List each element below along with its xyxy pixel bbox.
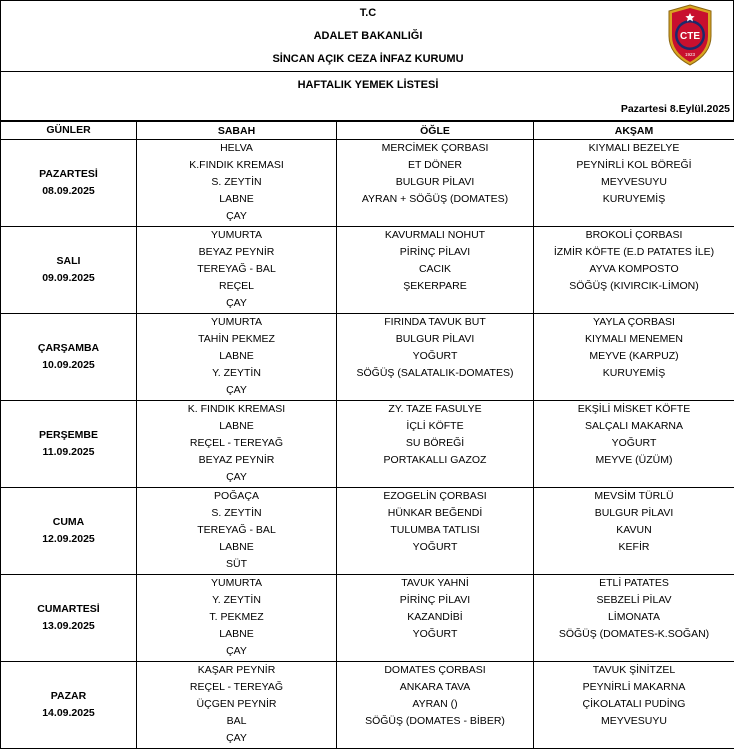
menu-item: SEBZELİ PİLAV [534,592,734,609]
menu-item: AYRAN () [337,696,533,713]
table-row [1,575,734,662]
menu-item: SALÇALI MAKARNA [534,418,734,435]
menu-item: FIRINDA TAVUK BUT [337,314,533,331]
menu-item: ÇAY [137,469,336,486]
lunch-cell [337,227,534,314]
menu-item: MEYVE (KARPUZ) [534,348,734,365]
table-row [1,488,734,575]
lunch-cell [337,140,534,227]
menu-item: İZMİR KÖFTE (E.D PATATES İLE) [534,244,734,261]
menu-item: TULUMBA TATLISI [337,522,533,539]
institution-logo [667,4,713,66]
column-header-lunch: ÖĞLE [337,122,534,140]
menu-item: T. PEKMEZ [137,609,336,626]
menu-item: SÖĞÜŞ (DOMATES - BİBER) [337,713,533,730]
menu-item: KAZANDİBİ [337,609,533,626]
breakfast-cell [137,488,337,575]
menu-item: HELVA [137,140,336,157]
weekly-menu-table [0,121,734,749]
day-date: 09.09.2025 [1,270,136,287]
menu-item: BEYAZ PEYNİR [137,452,336,469]
breakfast-cell [137,662,337,749]
day-cell [1,488,137,575]
menu-item: PİRİNÇ PİLAVI [337,592,533,609]
menu-item: ÇAY [137,730,336,747]
menu-item: DOMATES ÇORBASI [337,662,533,679]
lunch-cell [337,401,534,488]
lunch-cell [337,575,534,662]
menu-item: POĞAÇA [137,488,336,505]
menu-item: YUMURTA [137,575,336,592]
menu-item: PEYNİRLİ MAKARNA [534,679,734,696]
menu-item: TAVUK YAHNİ [337,575,533,592]
dinner-cell [534,401,734,488]
menu-item: BULGUR PİLAVI [534,505,734,522]
dinner-cell [534,140,734,227]
header-institution: SİNCAN AÇIK CEZA İNFAZ KURUMU [1,53,734,65]
header-country: T.C [1,7,734,19]
day-name: CUMA [1,514,136,531]
menu-item: SÜT [137,556,336,573]
header-ministry: ADALET BAKANLIĞI [1,30,734,42]
menu-item: PEYNİRLİ KOL BÖREĞİ [534,157,734,174]
dinner-cell [534,314,734,401]
menu-item: HÜNKAR BEĞENDİ [337,505,533,522]
menu-item: Y. ZEYTİN [137,365,336,382]
day-date: 10.09.2025 [1,357,136,374]
menu-item: AYRAN + SÖĞÜŞ (DOMATES) [337,191,533,208]
menu-item: ÇAY [137,382,336,399]
menu-item: MEYVESUYU [534,713,734,730]
menu-item: K. FINDIK KREMASI [137,401,336,418]
menu-item: BROKOLİ ÇORBASI [534,227,734,244]
menu-item: SU BÖREĞİ [337,435,533,452]
breakfast-cell [137,401,337,488]
column-header-breakfast: SABAH [137,122,337,140]
day-name: CUMARTESİ [1,601,136,618]
menu-item: KAVUN [534,522,734,539]
menu-item: SÖĞÜŞ (DOMATES-K.SOĞAN) [534,626,734,643]
table-row [1,662,734,749]
day-cell [1,401,137,488]
menu-item: SÖĞÜŞ (SALATALIK-DOMATES) [337,365,533,382]
day-name: ÇARŞAMBA [1,340,136,357]
table-row [1,227,734,314]
menu-item: REÇEL - TEREYAĞ [137,435,336,452]
day-name: SALI [1,253,136,270]
menu-item: KIYMALI MENEMEN [534,331,734,348]
column-header-days: GÜNLER [1,122,137,140]
table-row [1,401,734,488]
menu-item: BULGUR PİLAVI [337,174,533,191]
menu-item: SÖĞÜŞ (KIVIRCIK-LİMON) [534,278,734,295]
dinner-cell [534,488,734,575]
menu-item: YOĞURT [337,348,533,365]
breakfast-cell [137,140,337,227]
dinner-cell [534,227,734,314]
menu-item: ANKARA TAVA [337,679,533,696]
menu-item: MEYVE (ÜZÜM) [534,452,734,469]
list-title: HAFTALIK YEMEK LİSTESİ [1,79,734,91]
lunch-cell [337,488,534,575]
menu-item: S. ZEYTİN [137,505,336,522]
menu-item: YOĞURT [337,539,533,556]
breakfast-cell [137,575,337,662]
menu-item: K.FINDIK KREMASI [137,157,336,174]
menu-item: ÇAY [137,643,336,660]
menu-item: YAYLA ÇORBASI [534,314,734,331]
menu-item: PİRİNÇ PİLAVI [337,244,533,261]
menu-item: ÇİKOLATALI PUDİNG [534,696,734,713]
day-name: PAZARTESİ [1,166,136,183]
menu-body [1,140,734,749]
menu-item: REÇEL [137,278,336,295]
dinner-cell [534,575,734,662]
menu-item: TEREYAĞ - BAL [137,261,336,278]
menu-item: REÇEL - TEREYAĞ [137,679,336,696]
menu-item: MERCİMEK ÇORBASI [337,140,533,157]
day-date: 13.09.2025 [1,618,136,635]
menu-item: MEYVESUYU [534,174,734,191]
day-date: 12.09.2025 [1,531,136,548]
menu-item: ÇAY [137,295,336,312]
menu-item: KURUYEMİŞ [534,365,734,382]
menu-item: ETLİ PATATES [534,575,734,592]
date-stamp: Pazartesi 8.Eylül.2025 [621,103,730,115]
menu-item: EKŞİLİ MİSKET KÖFTE [534,401,734,418]
day-name: PERŞEMBE [1,427,136,444]
day-date: 08.09.2025 [1,183,136,200]
logo-letters: CTE [680,31,700,42]
menu-item: TAVUK ŞİNİTZEL [534,662,734,679]
menu-item: YOĞURT [337,626,533,643]
menu-item: AYVA KOMPOSTO [534,261,734,278]
menu-item: ÇAY [137,208,336,225]
day-cell [1,662,137,749]
menu-item: BEYAZ PEYNİR [137,244,336,261]
menu-item: KAŞAR PEYNİR [137,662,336,679]
title-bar [0,71,734,121]
menu-item: MEVSİM TÜRLÜ [534,488,734,505]
menu-item: CACIK [337,261,533,278]
breakfast-cell [137,314,337,401]
table-row [1,314,734,401]
menu-item: LABNE [137,539,336,556]
menu-item: YUMURTA [137,314,336,331]
day-name: PAZAR [1,688,136,705]
table-header-row [1,122,734,140]
day-cell [1,227,137,314]
column-header-dinner: AKŞAM [534,122,734,140]
menu-item: LABNE [137,191,336,208]
menu-item: PORTAKALLI GAZOZ [337,452,533,469]
table-row [1,140,734,227]
day-cell [1,575,137,662]
menu-item: LABNE [137,418,336,435]
day-cell [1,140,137,227]
menu-item: KEFİR [534,539,734,556]
day-date: 14.09.2025 [1,705,136,722]
menu-item: LABNE [137,626,336,643]
day-cell [1,314,137,401]
menu-item: KURUYEMİŞ [534,191,734,208]
menu-item: TEREYAĞ - BAL [137,522,336,539]
dinner-cell [534,662,734,749]
menu-item: EZOGELİN ÇORBASI [337,488,533,505]
menu-item: YOĞURT [534,435,734,452]
menu-item: TAHİN PEKMEZ [137,331,336,348]
menu-item: ZY. TAZE FASULYE [337,401,533,418]
day-date: 11.09.2025 [1,444,136,461]
menu-item: LABNE [137,348,336,365]
menu-item: ÜÇGEN PEYNİR [137,696,336,713]
lunch-cell [337,662,534,749]
menu-item: LİMONATA [534,609,734,626]
menu-item: YUMURTA [137,227,336,244]
menu-item: S. ZEYTİN [137,174,336,191]
lunch-cell [337,314,534,401]
menu-item: BULGUR PİLAVI [337,331,533,348]
menu-item: KIYMALI BEZELYE [534,140,734,157]
menu-item: İÇLİ KÖFTE [337,418,533,435]
menu-item: BAL [137,713,336,730]
menu-item: Y. ZEYTİN [137,592,336,609]
logo-year: 1923 [685,52,696,57]
menu-item: KAVURMALI NOHUT [337,227,533,244]
menu-item: ET DÖNER [337,157,533,174]
menu-item: ŞEKERPARE [337,278,533,295]
breakfast-cell [137,227,337,314]
document-header [0,0,734,71]
